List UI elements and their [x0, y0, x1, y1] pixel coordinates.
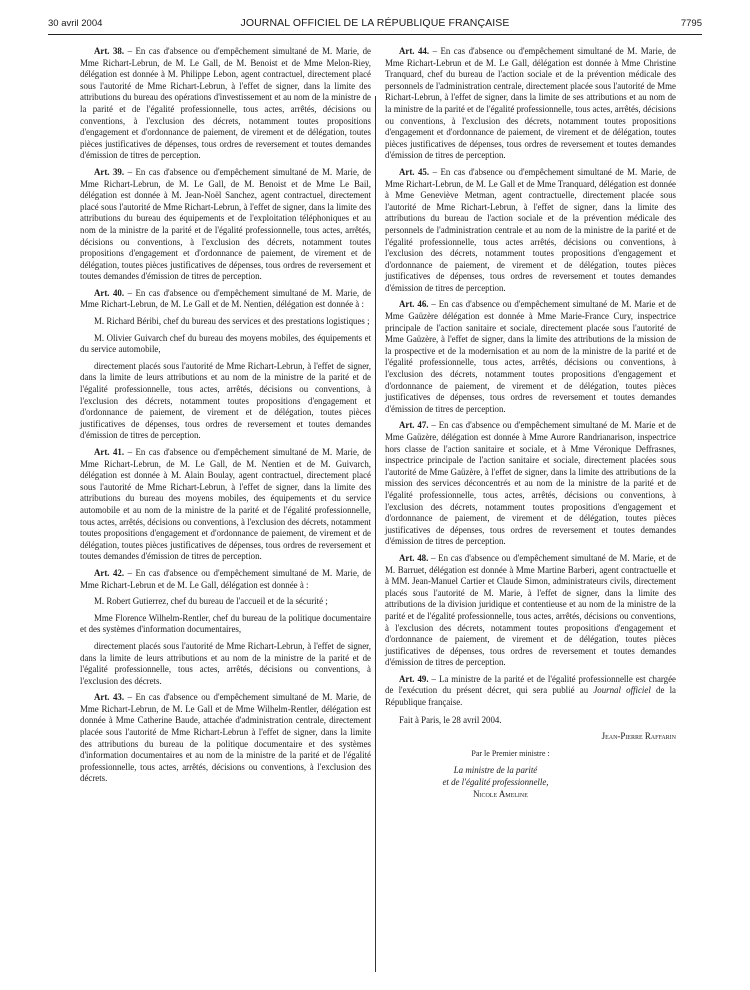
article-text: – En cas d'absence ou d'empêchement simultané de M. Marie, de Mme Richart-Lebrun, de M. Le Gall et de M. Nentien, délégation est donnée à : [80, 287, 371, 310]
minister-name: Nicole Ameline [473, 788, 528, 799]
minister-title-line-2: et de l'égalité professionnelle, [442, 777, 549, 788]
article-text: – En cas d'absence ou d'empêchement simultané de M. Marie et de Mme Gaüzère délégation est donnée à Mme Marie-France Cury, inspectrice principale de l'action sanitaire et sociale, directement placée sous l'autorité de Mme Gaüzère, à l'effet de signer, dans la limite des attributions de la mission de la prospective et de la modernisation et au nom de la ministre de la parité et de l'égalité professionnelle, tous actes, arrêtés, décisions ou conventions, à l'exclusion des décrets, notamment toutes propositions d'engagement et d'ordonnance de paiement, de virement et de délégation, toutes pièces justificatives de dépenses, tous ordres de reversement et toutes demandes d'émission de titres de perception. [385, 299, 676, 414]
header-rule [48, 34, 702, 35]
article-text: directement placés sous l'autorité de Mme Richart-Lebrun, à l'effet de signer, dans la limite de leurs attributions et au nom de la ministre de la parité et de l'égalité professionnelle, tous actes, arrêtés, décisions ou conventions, à l'exclusion des décrets, notamment toutes propositions d'engagement et d'ordonnance de paiement, de virement et de délégation, toutes pièces justificatives de dépenses, tous ordres de reversement et toutes demandes d'émission de titres de perception. [80, 360, 371, 441]
right-articles [385, 46, 676, 709]
article-paragraph [385, 553, 676, 669]
article-text: – En cas d'absence ou d'empêchement simultané de M. Marie, de Mme Richart-Lebrun, de M. Le Gall, de M. Benoist et de Mme Le Bail, délégation est donnée à M. Jean-Noël Sanchez, agent contractuel, directement placé sous l'autorité de Mme Richart-Lebrun, à l'effet de signer, dans la limite des attributions du bureau des équipements et de l'exploitation téléphoniques et au nom de la ministre de la parité et de l'égalité professionnelle, tous actes, arrêtés, décisions ou conventions, à l'exclusion des décrets, notamment toutes propositions d'engagement et d'ordonnance de paiement, de virement et de délégation, toutes pièces justificatives de dépenses, tous ordres de reversement et toutes demandes d'émission de titres de perception. [80, 166, 371, 282]
article-text: M. Richard Béribi, chef du bureau des services et des prestations logistiques ; [94, 316, 370, 327]
article-paragraph [80, 447, 371, 563]
article-text: – En cas d'absence ou d'empêchement simultané de M. Marie, de Mme Richart-Lebrun, de M. Le Gall et de Mme Wilhelm-Rentler, délégation est donnée à Mme Catherine Baude, attachée d'administration centrale, directement placée sous l'autorité de Mme Richart-Lebrun à l'effet de signer, dans la limite des attributions du bureau de la politique documentaire et des systèmes d'information documentaires et au nom de la ministre de la parité et de l'égalité professionnelle, tous actes, arrêtés, décisions ou conventions, à l'exclusion des décrets. [80, 692, 371, 784]
article-text: – En cas d'absence ou d'empêchement simultané de M. Marie, de Mme Richart-Lebrun, de M. Le Gall, de M. Benoist et de Mme Melon-Riey, délégation est donnée à M. Philippe Lebon, agent contractuel, directement placé sous l'autorité de Mme Richart-Lebrun, à l'effet de signer, dans la limite des attributions du bureau des opérations d'investissement et au nom de la ministre de la parité et de l'égalité professionnelle, tous actes, arrêtés, décisions ou conventions, à l'exclusion des décrets, notamment toutes propositions d'engagement et d'ordonnance de paiement, de virement et de délégation, toutes pièces justificatives de dépenses, tous ordres de reversement et toutes demandes d'émission de titres de perception. [80, 46, 371, 161]
article-text: – En cas d'absence ou d'empêchement simultané de M. Marie, de Mme Richart-Lebrun et de M. Le Gall, délégation est donnée à : [80, 567, 371, 590]
article-paragraph [80, 167, 371, 283]
article-text: – En cas d'absence ou d'empêchement simultané de M. Marie, de Mme Richart-Lebrun, de M. Le Gall, de M. Nentien et de M. Guivarch, délégation est donnée à M. Alain Boulay, agent contractuel, directement placé sous l'autorité de Mme Richart-Lebrun, à l'effet de signer, dans la limite des attributions du bureau des moyens mobiles, des équipements et du service automobile et au nom de la ministre de la parité et de l'égalité professionnelle, tous actes, arrêtés, décisions ou conventions, à l'exclusion des décrets, notamment toutes propositions d'engagement et d'ordonnance de paiement, de virement et de délégation, toutes pièces justificatives de dépenses, tous ordres de reversement et toutes demandes d'émission de titres de perception. [80, 447, 371, 562]
article-text: Mme Florence Wilhelm-Rentler, chef du bureau de la politique documentaire et des systèmes d'information documentaires, [80, 612, 371, 635]
list-paragraph [80, 613, 371, 636]
article-text: M. Robert Gutierrez, chef du bureau de l'accueil et de la sécurité ; [94, 596, 328, 607]
article-text-tail: de la République française. [385, 685, 676, 708]
list-paragraph [80, 333, 371, 356]
article-paragraph [385, 674, 676, 709]
article-number: Art. 47. [399, 420, 429, 431]
article-paragraph [80, 288, 371, 311]
article-paragraph [80, 568, 371, 591]
article-text: directement placés sous l'autorité de Mme Richart-Lebrun, à l'effet de signer, dans la limite de leurs attributions et au nom de la ministre de la parité et de l'égalité professionnelle, tous actes, arrêtés, décisions ou conventions, à l'exclusion des décrets. [80, 640, 371, 686]
article-number: Art. 48. [399, 552, 429, 563]
article-text: – En cas d'absence ou d'empêchement simultané de M. Marie, de Mme Richart-Lebrun et de M. Le Gall, délégation est donnée à Mme Christine Tranquard, chef du bureau de l'action sociale et de la prévention médicale des personnels de l'administration centrale, directement placée sous l'autorité de Mme Richart-Lebrun, à l'effet de signer, dans la limite de ses attributions et au nom de la ministre de la parité et de l'égalité professionnelle, tous actes, arrêtés, décisions ou conventions, à l'exclusion des décrets, notamment toutes propositions d'engagement et d'ordonnance de paiement, de virement et de délégation, toutes pièces justificatives de dépenses, tous ordres de reversement et toutes demandes d'émission de titres de perception. [385, 46, 676, 161]
list-paragraph [80, 361, 371, 442]
article-text: – En cas d'absence ou d'empêchement simultané de M. Marie, de Mme Richart-Lebrun, de M. Le Gall et de Mme Tranquard, délégation est donnée à Mme Geneviève Metman, agent contractuelle, directement placée sous l'autorité de Mme Richart-Lebrun, à l'effet de signer, dans la limite des attributions du bureau de l'action sociale et de la prévention médicale des personnels de l'administration centrale et au nom de la ministre de la parité et de l'égalité professionnelle, tous actes arrêtés, décisions ou conventions, à l'exclusion des décrets, notamment toutes propositions d'engagement et d'ordonnance de paiement, de virement et de délégation, toutes pièces justificatives de dépenses, tous ordres de reversement et toutes demandes d'émission de titres de perception. [385, 166, 676, 293]
right-column [385, 46, 676, 800]
article-paragraph [80, 692, 371, 785]
article-number: Art. 45. [399, 166, 430, 177]
article-number: Art. 44. [399, 46, 430, 56]
header-date: 30 avril 2004 [48, 18, 103, 29]
list-paragraph [80, 596, 371, 608]
article-text: – En cas d'absence ou d'empêchement simultané de M. Marie et de Mme Gaüzère, délégation est donnée à Mme Aurore Randrianarison, inspectrice hors classe de l'action sanitaire et sociale, et à Mme Véronique Deffrasnes, inspectrice principale de l'action sanitaire et sociale, directement placées sous l'autorité de Mme Gaüzère, à l'effet de signer, dans la limite des attributions de la mission des services déconcentrés et au nom de la ministre de la parité et de l'égalité professionnelle, tous actes, arrêtés, décisions ou conventions, à l'exclusion des décrets, notamment toutes propositions d'engagement et d'ordonnance de paiement, de virement et de délégation, toutes pièces justificatives de dépenses, tous ordres de reversement et toutes demandes d'émission de titres de perception. [385, 420, 676, 547]
article-number: Art. 40. [94, 287, 125, 298]
signatory-name: Jean-Pierre Raffarin [601, 731, 676, 742]
article-paragraph [385, 46, 676, 162]
article-number: Art. 49. [399, 673, 429, 684]
article-text: – En cas d'absence ou d'empêchement simultané de M. Marie, et de M. Barruet, délégation est donnée à Mme Martine Barberi, agent contractuelle et à MM. Jean-Manuel Cartier et Claude Simon, administrateurs civils, directement placés sous l'autorité de M. Marie, à l'effet de signer, dans la limite des attributions de la division juridique et contentieuse et au nom de la ministre de la parité et de l'égalité professionnelle, tous actes, arrêtés, décisions ou conventions, à l'exclusion des décrets, notamment toutes propositions d'engagement et d'ordonnance de paiement, de virement et de délégation, toutes pièces justificatives de dépenses, tous ordres de reversement et toutes demandes d'émission de titres de perception. [385, 552, 676, 668]
italic-publication-name: Journal officiel [593, 685, 651, 696]
article-paragraph [385, 299, 676, 415]
article-number: Art. 38. [94, 46, 125, 56]
article-text: M. Olivier Guivarch chef du bureau des moyens mobiles, des équipements et du service automobile, [80, 332, 371, 355]
minister-title-line-1: La ministre de la parité [453, 765, 538, 776]
article-paragraph [385, 167, 676, 295]
header-page-number: 7795 [680, 18, 702, 29]
article-number: Art. 41. [94, 447, 125, 457]
closing-date-line: Fait à Paris, le 28 avril 2004. [399, 714, 502, 725]
article-number: Art. 46. [399, 299, 429, 310]
article-number: Art. 43. [94, 692, 125, 703]
article-paragraph [80, 46, 371, 162]
list-paragraph [80, 641, 371, 687]
header-journal-title: JOURNAL OFFICIEL DE LA RÉPUBLIQUE FRANÇAISE [240, 17, 510, 29]
article-number: Art. 39. [94, 166, 125, 177]
par-le-premier-ministre: Par le Premier ministre : [471, 748, 550, 758]
article-paragraph [385, 420, 676, 548]
article-number: Art. 42. [94, 567, 125, 578]
article-text: – La ministre de la parité et de l'égalité professionnelle est chargée de l'exécution du présent décret, qui sera publié au [385, 673, 676, 696]
left-column [80, 46, 371, 790]
page-header [48, 14, 702, 32]
column-divider [375, 96, 376, 972]
list-paragraph [80, 316, 371, 328]
